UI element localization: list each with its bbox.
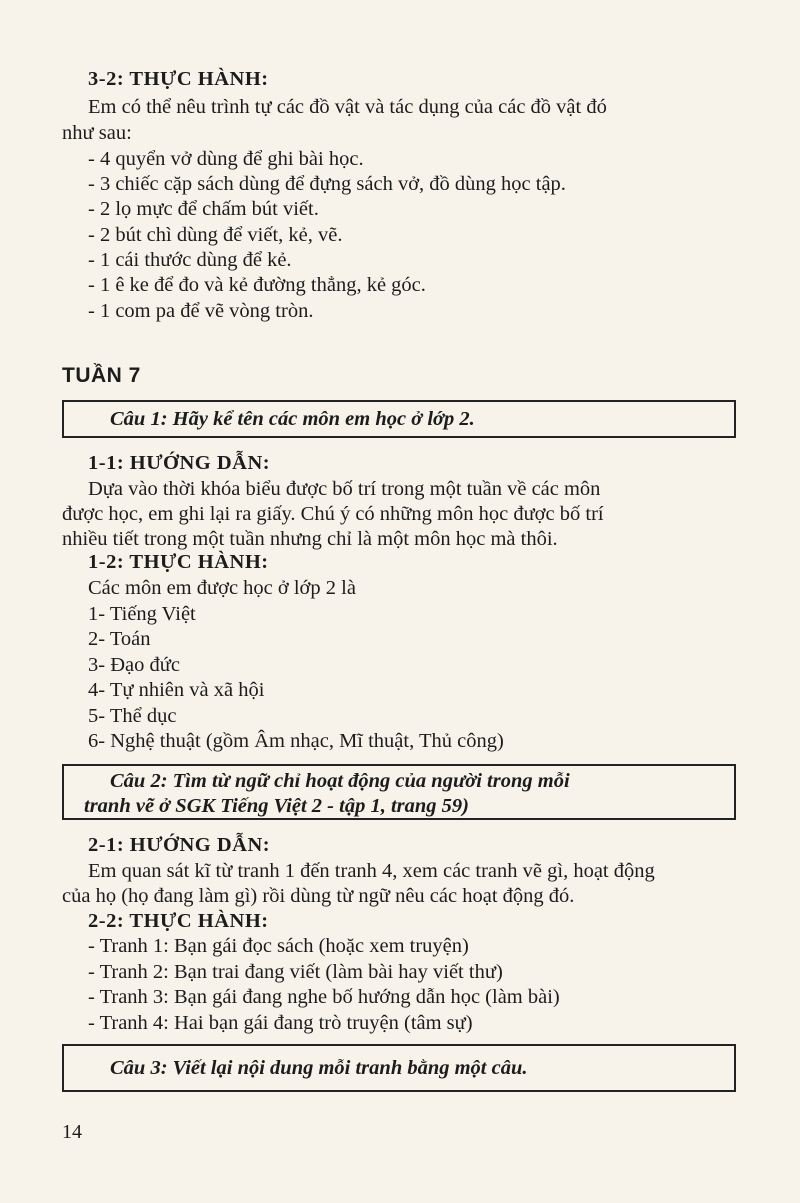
question-box xyxy=(62,400,736,438)
list-item: 4- Tự nhiên và xã hội xyxy=(88,679,265,701)
paragraph-line: được học, em ghi lại ra giấy. Chú ý có những môn học được bố trí xyxy=(62,503,604,525)
section-heading: 2-1: HƯỚNG DẪN: xyxy=(88,834,271,856)
list-item: - 3 chiếc cặp sách dùng để đựng sách vở, đồ dùng học tập. xyxy=(88,173,566,195)
list-item: 1- Tiếng Việt xyxy=(88,603,196,625)
list-item: - Tranh 2: Bạn trai đang viết (làm bài hay viết thư) xyxy=(88,961,503,983)
list-item: - 4 quyển vở dùng để ghi bài học. xyxy=(88,148,364,170)
paragraph-line: như sau: xyxy=(62,122,132,144)
question-text: Câu 2: Tìm từ ngữ chỉ hoạt động của người trong mỗi xyxy=(110,770,570,792)
paragraph-line: Dựa vào thời khóa biểu được bố trí trong một tuần về các môn xyxy=(88,478,601,500)
question-text: Câu 3: Viết lại nội dung mỗi tranh bằng một câu. xyxy=(110,1057,528,1079)
list-item: - Tranh 3: Bạn gái đang nghe bố hướng dẫn học (làm bài) xyxy=(88,986,560,1008)
paragraph-line: nhiều tiết trong một tuần nhưng chỉ là một môn học mà thôi. xyxy=(62,528,558,550)
paragraph-line: Em quan sát kĩ từ tranh 1 đến tranh 4, xem các tranh vẽ gì, hoạt động xyxy=(88,860,655,882)
page-number: 14 xyxy=(62,1121,82,1143)
week-title: TUẦN 7 xyxy=(62,364,141,387)
list-item: 6- Nghệ thuật (gồm Âm nhạc, Mĩ thuật, Thủ công) xyxy=(88,730,504,752)
question-box xyxy=(62,764,736,820)
list-item: 5- Thể dục xyxy=(88,705,177,727)
section-heading: 3-2: THỰC HÀNH: xyxy=(88,68,269,90)
list-item: 2- Toán xyxy=(88,628,151,650)
question-text: tranh vẽ ở SGK Tiếng Việt 2 - tập 1, trang 59) xyxy=(84,795,469,817)
paragraph-line: Các môn em được học ở lớp 2 là xyxy=(88,577,356,599)
paragraph-line: của họ (họ đang làm gì) rồi dùng từ ngữ nêu các hoạt động đó. xyxy=(62,885,575,907)
paragraph-line: Em có thể nêu trình tự các đồ vật và tác dụng của các đồ vật đó xyxy=(88,96,607,118)
question-box xyxy=(62,1044,736,1092)
list-item: - 2 bút chì dùng để viết, kẻ, vẽ. xyxy=(88,224,343,246)
list-item: - 1 ê ke để đo và kẻ đường thẳng, kẻ góc. xyxy=(88,274,426,296)
section-heading: 1-1: HƯỚNG DẪN: xyxy=(88,452,271,474)
list-item: - 1 com pa để vẽ vòng tròn. xyxy=(88,300,314,322)
list-item: 3- Đạo đức xyxy=(88,654,180,676)
question-text: Câu 1: Hãy kể tên các môn em học ở lớp 2. xyxy=(110,408,475,430)
section-heading: 1-2: THỰC HÀNH: xyxy=(88,551,269,573)
list-item: - 2 lọ mực để chấm bút viết. xyxy=(88,198,319,220)
list-item: - Tranh 4: Hai bạn gái đang trò truyện (tâm sự) xyxy=(88,1012,473,1034)
section-heading: 2-2: THỰC HÀNH: xyxy=(88,910,269,932)
list-item: - Tranh 1: Bạn gái đọc sách (hoặc xem truyện) xyxy=(88,935,469,957)
list-item: - 1 cái thước dùng để kẻ. xyxy=(88,249,292,271)
